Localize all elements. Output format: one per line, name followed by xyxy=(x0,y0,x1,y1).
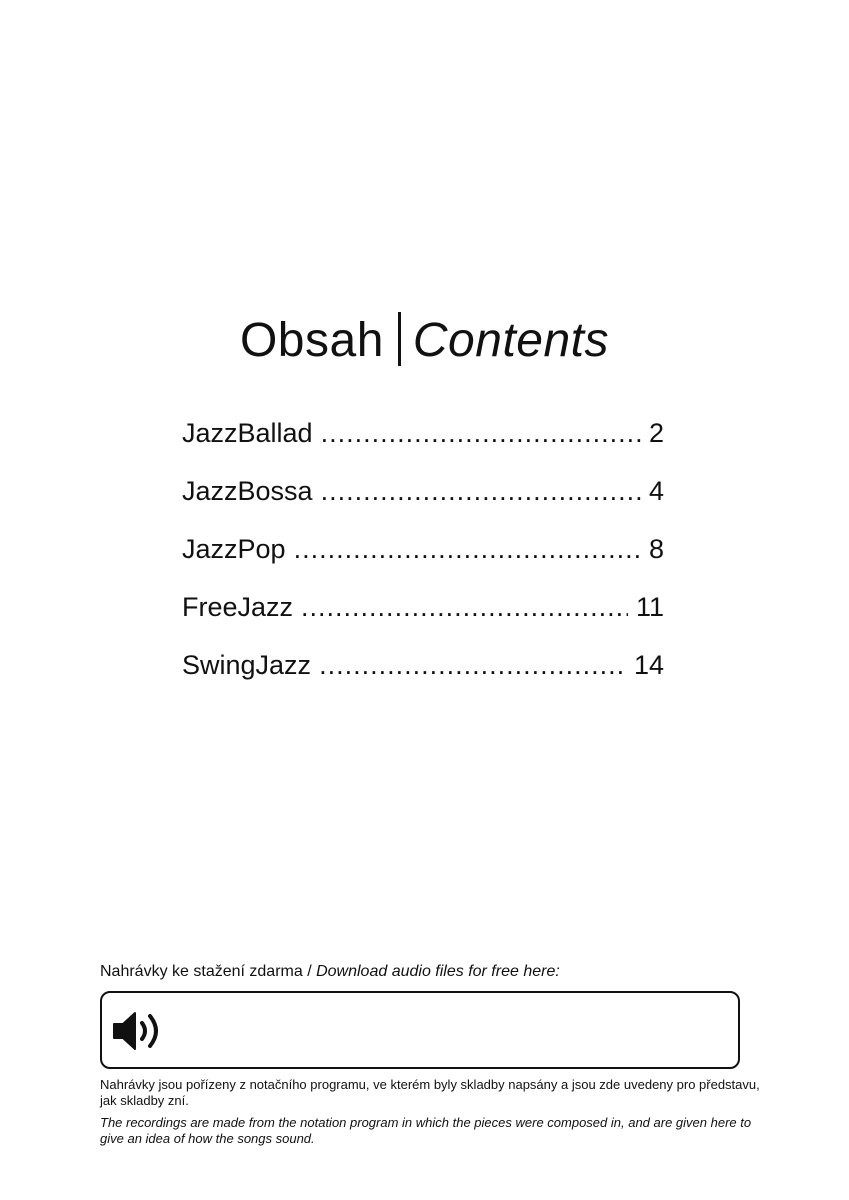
dot-leader xyxy=(321,471,641,511)
toc-entry-page: 8 xyxy=(648,534,664,564)
toc-entry-freejazz[interactable] xyxy=(182,587,664,645)
toc-entry-page: 2 xyxy=(648,418,664,448)
title-czech: Obsah xyxy=(239,314,384,367)
audio-download-box[interactable] xyxy=(100,991,740,1069)
toc-entry-title: JazzPop xyxy=(182,534,286,564)
download-label-czech: Nahrávky ke stažení zdarma / xyxy=(100,963,317,980)
toc-entry-jazzballad[interactable] xyxy=(182,413,664,471)
toc-entry-jazzpop[interactable] xyxy=(182,529,664,587)
dot-leader xyxy=(321,413,641,453)
download-label xyxy=(100,963,560,981)
download-label-english: Download audio files for free here: xyxy=(316,963,560,980)
page-title xyxy=(0,312,849,368)
toc-entry-page: 14 xyxy=(633,650,664,680)
recording-note-czech: Nahrávky jsou pořízeny z notačního programu, ve kterém byly skladby napsány a jsou zde uvedeny pro představu, jak skladby zní. xyxy=(100,1077,760,1108)
toc-entry-title: JazzBossa xyxy=(182,476,313,506)
toc-entry-jazzbossa[interactable] xyxy=(182,471,664,529)
dot-leader xyxy=(301,587,628,627)
dot-leader xyxy=(319,645,626,685)
toc-entry-title: JazzBallad xyxy=(182,418,313,448)
dot-leader xyxy=(294,529,641,569)
speaker-icon[interactable] xyxy=(112,1011,166,1051)
toc-entry-page: 4 xyxy=(648,476,664,506)
title-divider xyxy=(398,312,401,366)
title-english: Contents xyxy=(412,314,610,367)
table-of-contents xyxy=(182,413,664,703)
recording-note-english: The recordings are made from the notation program in which the pieces were composed in, and are given here to give an idea of how the songs sound. xyxy=(100,1115,752,1146)
toc-entry-swingjazz[interactable] xyxy=(182,645,664,703)
toc-entry-title: FreeJazz xyxy=(182,592,294,622)
toc-entry-title: SwingJazz xyxy=(182,650,312,680)
toc-entry-page: 11 xyxy=(635,592,664,622)
